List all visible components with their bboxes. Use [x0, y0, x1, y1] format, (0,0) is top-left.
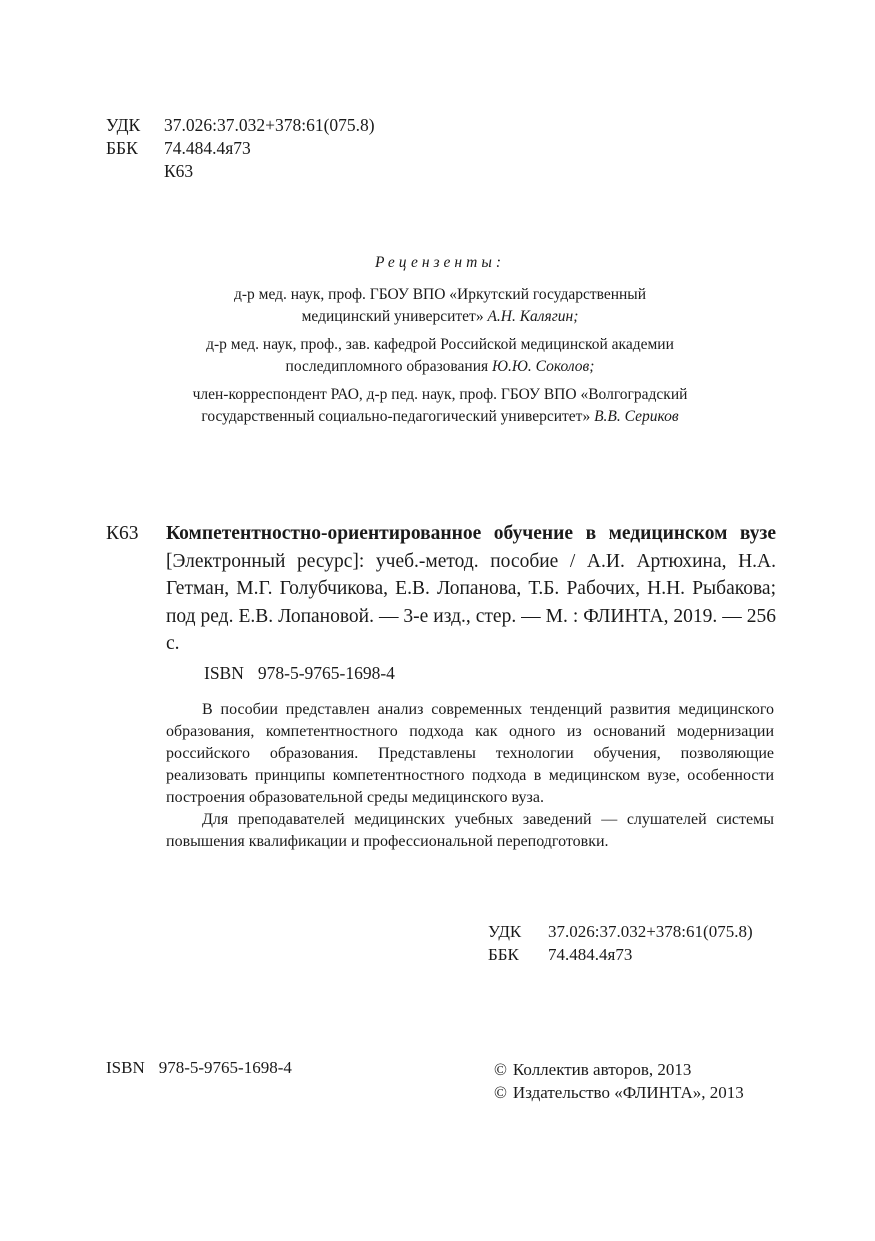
reviewers-heading: Рецензенты:	[375, 254, 505, 271]
udk-value: 37.026:37.032+378:61(075.8)	[164, 115, 375, 135]
author-mark: К63	[164, 161, 194, 181]
copyright-line	[494, 1058, 744, 1081]
reviewer-line	[60, 356, 820, 378]
reviewer-line: член-корреспондент РАО, д-р пед. наук, проф. ГБОУ ВПО «Волгоградский	[192, 386, 688, 403]
reviewer-name: В.В. Сериков	[594, 408, 679, 425]
isbn-label: ISBN	[204, 663, 244, 683]
classification-bottom	[488, 920, 753, 966]
bib-description: [Электронный ресурс]: учеб.-метод. пособие / А.И. Артюхина, Н.А. Гетман, М.Г. Голубчикова, Е.В. Лопанова, Т.Б. Рабочих, Н.Н. Рыбакова; под ред. Е.В. Лопановой. — 3-е изд., стер. — М. : ФЛИНТА, 2019. — 256 с.	[166, 550, 776, 654]
copyright-symbol: ©	[494, 1083, 507, 1102]
bbk-value: 74.484.4я73	[164, 138, 251, 158]
bbk-row	[488, 943, 753, 966]
annotation-paragraph: Для преподавателей медицинских учебных заведений — слушателей системы повышения квалификации и профессиональной переподготовки.	[166, 811, 774, 850]
copyright-block	[494, 1058, 744, 1104]
copyright-text: Издательство «ФЛИНТА», 2013	[512, 1083, 744, 1102]
reviewer-entry	[60, 284, 820, 328]
reviewers-section	[60, 252, 820, 434]
reviewer-name: Ю.Ю. Соколов;	[492, 358, 595, 375]
bbk-label: ББК	[106, 138, 138, 158]
udk-label: УДК	[106, 115, 141, 135]
book-title: Компетентностно-ориентированное обучение в медицинском вузе	[166, 523, 776, 544]
reviewer-line	[60, 406, 820, 428]
reviewer-line: д-р мед. наук, проф., зав. кафедрой Российской медицинской академии	[206, 336, 674, 353]
udk-label: УДК	[488, 922, 522, 941]
reviewer-name: А.Н. Калягин;	[487, 308, 579, 325]
annotation-paragraph: В пособии представлен анализ современных тенденций развития медицинского образования, компетентностного подхода как одного из оснований модернизации российского образования. Представлены технологии обучения, позволяющие реализовать принципы компетентностного подхода в медицинском вузе, особенности построения образовательной среды медицинского вуза.	[166, 701, 774, 806]
copyright-text: Коллектив авторов, 2013	[512, 1060, 692, 1079]
udk-value: 37.026:37.032+378:61(075.8)	[548, 922, 753, 941]
bbk-row	[106, 137, 375, 160]
udk-row	[106, 114, 375, 137]
copyright-line	[494, 1081, 744, 1104]
reviewer-line: д-р мед. наук, проф. ГБОУ ВПО «Иркутский государственный	[233, 286, 647, 303]
reviewer-line	[60, 306, 820, 328]
bbk-label: ББК	[488, 945, 519, 964]
annotation	[166, 699, 774, 853]
reviewer-affiliation: государственный социально-педагогический университет»	[201, 408, 591, 425]
isbn-footer	[106, 1058, 292, 1078]
reviewer-entry	[60, 334, 820, 378]
copyright-symbol: ©	[494, 1060, 507, 1079]
isbn-line	[204, 663, 395, 684]
udk-row	[488, 920, 753, 943]
bib-code: К63	[106, 523, 139, 544]
isbn-value: 978-5-9765-1698-4	[257, 663, 395, 683]
bbk-value: 74.484.4я73	[548, 945, 633, 964]
reviewer-affiliation: медицинский университет»	[301, 308, 484, 325]
reviewer-entry	[60, 384, 820, 428]
bib-text	[166, 520, 776, 658]
classification-top	[106, 114, 375, 183]
isbn-value: 978-5-9765-1698-4	[158, 1058, 292, 1077]
isbn-label: ISBN	[106, 1058, 145, 1077]
bibliographic-record	[106, 520, 776, 658]
reviewer-affiliation: последипломного образования	[285, 358, 489, 375]
